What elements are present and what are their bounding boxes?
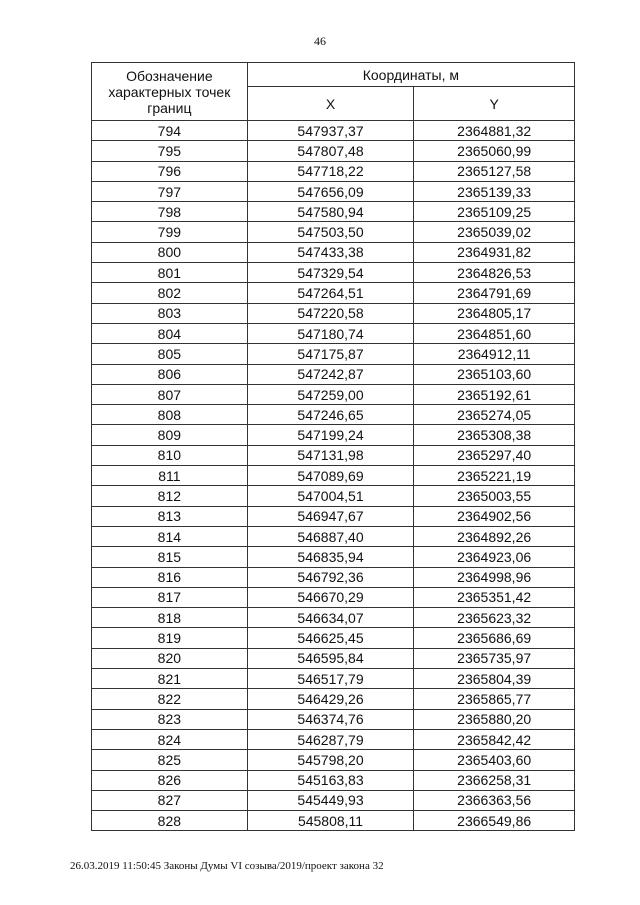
table-row bbox=[92, 384, 575, 404]
cell-y: 2365804,39 bbox=[414, 669, 575, 689]
cell-x: 547807,48 bbox=[247, 141, 414, 161]
cell-point: 800 bbox=[92, 242, 248, 262]
cell-y: 2364805,17 bbox=[414, 303, 575, 323]
cell-x: 545808,11 bbox=[247, 811, 414, 831]
cell-x: 546887,40 bbox=[247, 526, 414, 546]
cell-x: 546947,67 bbox=[247, 506, 414, 526]
cell-point: 826 bbox=[92, 770, 248, 790]
cell-x: 545163,83 bbox=[247, 770, 414, 790]
cell-point: 803 bbox=[92, 303, 248, 323]
cell-x: 547264,51 bbox=[247, 283, 414, 303]
cell-point: 816 bbox=[92, 567, 248, 587]
header-y: Y bbox=[414, 87, 575, 121]
table-row bbox=[92, 790, 575, 810]
cell-y: 2365623,32 bbox=[414, 608, 575, 628]
cell-y: 2365192,61 bbox=[414, 384, 575, 404]
cell-y: 2364912,11 bbox=[414, 344, 575, 364]
cell-y: 2365109,25 bbox=[414, 202, 575, 222]
cell-y: 2365221,19 bbox=[414, 466, 575, 486]
cell-x: 547180,74 bbox=[247, 323, 414, 343]
cell-x: 546670,29 bbox=[247, 587, 414, 607]
header-point-designation: Обозначение характерных точек границ bbox=[92, 63, 248, 121]
page-number: 46 bbox=[314, 34, 326, 48]
table-row bbox=[92, 445, 575, 465]
cell-x: 547433,38 bbox=[247, 242, 414, 262]
cell-x: 546835,94 bbox=[247, 547, 414, 567]
cell-x: 547242,87 bbox=[247, 364, 414, 384]
cell-y: 2365139,33 bbox=[414, 181, 575, 201]
cell-y: 2366549,86 bbox=[414, 811, 575, 831]
cell-point: 823 bbox=[92, 709, 248, 729]
cell-point: 812 bbox=[92, 486, 248, 506]
table-row bbox=[92, 547, 575, 567]
cell-x: 546634,07 bbox=[247, 608, 414, 628]
table-row bbox=[92, 323, 575, 343]
table-row bbox=[92, 770, 575, 790]
cell-y: 2365351,42 bbox=[414, 587, 575, 607]
table-row bbox=[92, 405, 575, 425]
cell-point: 822 bbox=[92, 689, 248, 709]
coordinates-table bbox=[91, 62, 575, 831]
cell-x: 546595,84 bbox=[247, 648, 414, 668]
table-row bbox=[92, 425, 575, 445]
table-row bbox=[92, 689, 575, 709]
table-row bbox=[92, 121, 575, 141]
cell-y: 2365403,60 bbox=[414, 750, 575, 770]
header-coordinates: Координаты, м bbox=[247, 63, 574, 87]
cell-x: 547718,22 bbox=[247, 161, 414, 181]
cell-x: 547503,50 bbox=[247, 222, 414, 242]
table-row bbox=[92, 567, 575, 587]
cell-y: 2365060,99 bbox=[414, 141, 575, 161]
table-row bbox=[92, 608, 575, 628]
cell-y: 2364902,56 bbox=[414, 506, 575, 526]
cell-point: 796 bbox=[92, 161, 248, 181]
table-row bbox=[92, 242, 575, 262]
table-row bbox=[92, 669, 575, 689]
cell-x: 547259,00 bbox=[247, 384, 414, 404]
table-row bbox=[92, 709, 575, 729]
cell-point: 825 bbox=[92, 750, 248, 770]
cell-point: 827 bbox=[92, 790, 248, 810]
cell-x: 547199,24 bbox=[247, 425, 414, 445]
cell-point: 815 bbox=[92, 547, 248, 567]
table-row bbox=[92, 364, 575, 384]
table-row bbox=[92, 811, 575, 831]
table-row bbox=[92, 303, 575, 323]
table-row bbox=[92, 466, 575, 486]
cell-point: 817 bbox=[92, 587, 248, 607]
table-row bbox=[92, 263, 575, 283]
cell-point: 807 bbox=[92, 384, 248, 404]
header-x: X bbox=[247, 87, 414, 121]
cell-point: 819 bbox=[92, 628, 248, 648]
cell-y: 2364892,26 bbox=[414, 526, 575, 546]
cell-y: 2365735,97 bbox=[414, 648, 575, 668]
cell-point: 799 bbox=[92, 222, 248, 242]
cell-point: 798 bbox=[92, 202, 248, 222]
footer-note: 26.03.2019 11:50:45 Законы Думы VI созыва/2019/проект закона 32 bbox=[70, 860, 384, 872]
cell-x: 546625,45 bbox=[247, 628, 414, 648]
cell-y: 2364851,60 bbox=[414, 323, 575, 343]
cell-y: 2365274,05 bbox=[414, 405, 575, 425]
cell-x: 545449,93 bbox=[247, 790, 414, 810]
table-row bbox=[92, 486, 575, 506]
cell-x: 547089,69 bbox=[247, 466, 414, 486]
cell-x: 547937,37 bbox=[247, 121, 414, 141]
cell-y: 2364791,69 bbox=[414, 283, 575, 303]
cell-point: 808 bbox=[92, 405, 248, 425]
cell-point: 820 bbox=[92, 648, 248, 668]
table-row bbox=[92, 161, 575, 181]
table-header bbox=[92, 63, 575, 121]
cell-point: 804 bbox=[92, 323, 248, 343]
cell-y: 2365127,58 bbox=[414, 161, 575, 181]
table-row bbox=[92, 750, 575, 770]
cell-x: 547656,09 bbox=[247, 181, 414, 201]
table-body bbox=[92, 121, 575, 831]
cell-y: 2364931,82 bbox=[414, 242, 575, 262]
cell-x: 547175,87 bbox=[247, 344, 414, 364]
cell-y: 2365003,55 bbox=[414, 486, 575, 506]
cell-y: 2365686,69 bbox=[414, 628, 575, 648]
cell-y: 2365297,40 bbox=[414, 445, 575, 465]
table-row bbox=[92, 628, 575, 648]
cell-point: 805 bbox=[92, 344, 248, 364]
cell-y: 2366363,56 bbox=[414, 790, 575, 810]
cell-y: 2365308,38 bbox=[414, 425, 575, 445]
cell-point: 813 bbox=[92, 506, 248, 526]
cell-point: 809 bbox=[92, 425, 248, 445]
cell-y: 2365103,60 bbox=[414, 364, 575, 384]
cell-point: 806 bbox=[92, 364, 248, 384]
cell-x: 546374,76 bbox=[247, 709, 414, 729]
table-row bbox=[92, 283, 575, 303]
cell-point: 821 bbox=[92, 669, 248, 689]
cell-point: 828 bbox=[92, 811, 248, 831]
cell-point: 824 bbox=[92, 729, 248, 749]
cell-y: 2364881,32 bbox=[414, 121, 575, 141]
cell-x: 547329,54 bbox=[247, 263, 414, 283]
cell-point: 802 bbox=[92, 283, 248, 303]
cell-y: 2365880,20 bbox=[414, 709, 575, 729]
cell-y: 2365865,77 bbox=[414, 689, 575, 709]
cell-y: 2365039,02 bbox=[414, 222, 575, 242]
table-row bbox=[92, 587, 575, 607]
cell-y: 2364998,96 bbox=[414, 567, 575, 587]
cell-point: 818 bbox=[92, 608, 248, 628]
table-row bbox=[92, 526, 575, 546]
cell-point: 794 bbox=[92, 121, 248, 141]
table-row bbox=[92, 181, 575, 201]
cell-point: 811 bbox=[92, 466, 248, 486]
cell-x: 547220,58 bbox=[247, 303, 414, 323]
cell-point: 801 bbox=[92, 263, 248, 283]
cell-x: 546287,79 bbox=[247, 729, 414, 749]
cell-y: 2365842,42 bbox=[414, 729, 575, 749]
cell-x: 546429,26 bbox=[247, 689, 414, 709]
cell-point: 795 bbox=[92, 141, 248, 161]
table-row bbox=[92, 202, 575, 222]
table-row bbox=[92, 344, 575, 364]
cell-y: 2364826,53 bbox=[414, 263, 575, 283]
table-row bbox=[92, 506, 575, 526]
table-row bbox=[92, 729, 575, 749]
cell-point: 814 bbox=[92, 526, 248, 546]
cell-x: 545798,20 bbox=[247, 750, 414, 770]
cell-x: 546792,36 bbox=[247, 567, 414, 587]
cell-x: 547246,65 bbox=[247, 405, 414, 425]
cell-point: 797 bbox=[92, 181, 248, 201]
cell-y: 2366258,31 bbox=[414, 770, 575, 790]
table-row bbox=[92, 141, 575, 161]
cell-x: 547131,98 bbox=[247, 445, 414, 465]
table-row bbox=[92, 222, 575, 242]
cell-x: 546517,79 bbox=[247, 669, 414, 689]
cell-y: 2364923,06 bbox=[414, 547, 575, 567]
cell-point: 810 bbox=[92, 445, 248, 465]
cell-x: 547004,51 bbox=[247, 486, 414, 506]
table-row bbox=[92, 648, 575, 668]
cell-x: 547580,94 bbox=[247, 202, 414, 222]
